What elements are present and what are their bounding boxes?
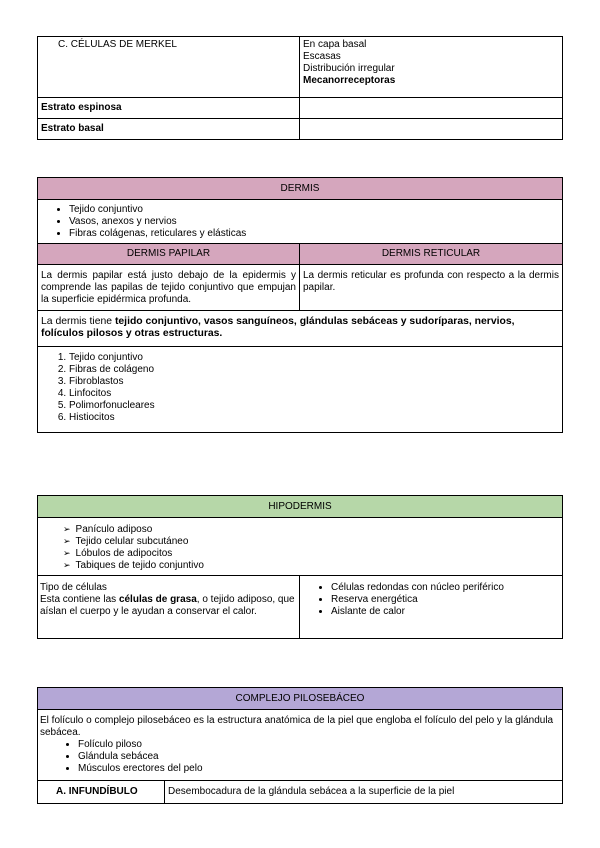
infundibulo-label: A. INFUNDÍBULO (38, 781, 165, 804)
dermis-reticular-text: La dermis reticular es profunda con respecto a la dermis papilar. (300, 265, 563, 311)
list-item: • Tejido conjuntivo (69, 204, 559, 216)
pilosebaceo-table (37, 687, 563, 804)
infundibulo-text: Desembocadura de la glándula sebácea a la superficie de la piel (165, 781, 563, 804)
hipodermis-features-cell (300, 576, 563, 639)
list-item: 1. Tejido conjuntivo (69, 352, 559, 364)
list-item: ➢ Lóbulos de adipocitos (63, 548, 559, 560)
pilosebaceo-intro: El folículo o complejo pilosebáceo es la estructura anatómica de la piel que engloba el folículo del pelo y la glándula sebácea. (40, 715, 554, 738)
dermis-summary-prefix: La dermis tiene (41, 316, 115, 327)
list-item: • Fibras colágenas, reticulares y elásticas (69, 228, 559, 240)
estrato-basal-label: Estrato basal (38, 119, 300, 140)
empty-cell (300, 119, 563, 140)
dermis-bullets-cell (38, 200, 563, 244)
dermis-summary-bold: tejido conjuntivo, vasos sanguíneos, glándulas sebáceas y sudoríparas, nervios, folículos pilosos y otras estructuras. (41, 316, 515, 339)
cell-text-suffix: , o tejido adiposo, que aíslan el cuerpo y le ayudan a conservar el calor. (40, 594, 295, 617)
estrato-espinosa-label: Estrato espinosa (38, 98, 300, 119)
cell-type-text (40, 594, 296, 618)
pilosebaceo-bullet-list (40, 739, 559, 775)
empty-cell (300, 98, 563, 119)
pilosebaceo-title: COMPLEJO PILOSEBÁCEO (38, 688, 563, 710)
list-item: • Glándula sebácea (78, 751, 559, 763)
dermis-components-cell (38, 347, 563, 433)
list-item: • Aislante de calor (331, 606, 559, 618)
dermis-bullet-list (41, 204, 559, 240)
list-item: 2. Fibras de colágeno (69, 364, 559, 376)
dermis-reticular-header: DERMIS RETICULAR (300, 244, 563, 265)
list-item: ➢ Tejido celular subcutáneo (63, 536, 559, 548)
list-item: • Músculos erectores del pelo (78, 763, 559, 775)
dermis-summary (38, 311, 563, 347)
list-item: 5. Polimorfonucleares (69, 400, 559, 412)
merkel-detail: En capa basal (303, 39, 367, 50)
list-item: • Vasos, anexos y nervios (69, 216, 559, 228)
list-item: ➢ Tabiques de tejido conjuntivo (63, 560, 559, 572)
list-item: 4. Linfocitos (69, 388, 559, 400)
hipodermis-bullet-list (41, 524, 559, 572)
merkel-row (38, 37, 563, 98)
merkel-table (37, 36, 563, 140)
dermis-table (37, 177, 563, 433)
list-item: ➢ Panículo adiposo (63, 524, 559, 536)
merkel-details-cell (300, 37, 563, 98)
estrato-espinosa-row (38, 98, 563, 119)
hipodermis-table (37, 495, 563, 639)
merkel-detail: Escasas (303, 51, 341, 62)
estrato-basal-row (38, 119, 563, 140)
hipodermis-cell-type (38, 576, 300, 639)
list-item: 3. Fibroblastos (69, 376, 559, 388)
cell-text-bold: células de grasa (118, 594, 197, 605)
hipodermis-title: HIPODERMIS (38, 496, 563, 518)
dermis-title: DERMIS (38, 178, 563, 200)
merkel-label: C. CÉLULAS DE MERKEL (58, 39, 177, 50)
hipodermis-bullets-cell (38, 518, 563, 576)
list-item: • Células redondas con núcleo periférico (331, 582, 559, 594)
list-item: • Reserva energética (331, 594, 559, 606)
cell-type-label: Tipo de células (40, 582, 107, 593)
list-item: 6. Histiocitos (69, 412, 559, 424)
merkel-label-cell (38, 37, 300, 98)
hipodermis-feature-list (303, 582, 559, 618)
dermis-papilar-text: La dermis papilar está justo debajo de la epidermis y comprende las papilas de tejido conjuntivo que empujan la superficie epidérmica profunda. (38, 265, 300, 311)
merkel-detail: Distribución irregular (303, 63, 395, 74)
list-item: • Folículo piloso (78, 739, 559, 751)
dermis-components-list (41, 352, 559, 424)
cell-text-prefix: Esta contiene las (40, 594, 119, 605)
merkel-detail-bold: Mecanorreceptoras (303, 75, 396, 86)
pilosebaceo-intro-cell (38, 710, 563, 781)
dermis-papilar-header: DERMIS PAPILAR (38, 244, 300, 265)
